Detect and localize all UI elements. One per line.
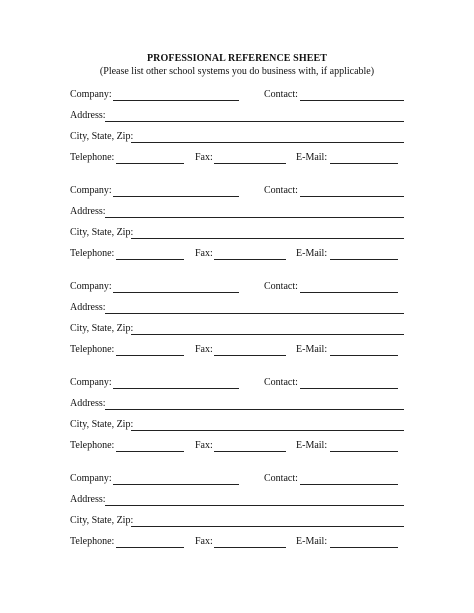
fax-label: Fax: (195, 536, 213, 547)
city-state-zip-field[interactable] (131, 334, 404, 335)
phone-fax-email-row (0, 440, 474, 454)
fax-label: Fax: (195, 152, 213, 163)
company-field[interactable] (113, 292, 239, 293)
company-contact-row (0, 89, 474, 103)
city-state-zip-label: City, State, Zip: (70, 227, 134, 238)
address-row (0, 206, 474, 220)
contact-field[interactable] (300, 196, 404, 197)
contact-field[interactable] (300, 484, 398, 485)
email-field[interactable] (330, 355, 398, 356)
page-subtitle: (Please list other school systems you do business with, if applicable) (99, 66, 375, 77)
telephone-label: Telephone: (70, 440, 115, 451)
company-field[interactable] (113, 388, 239, 389)
city-state-zip-row (0, 515, 474, 529)
telephone-label: Telephone: (70, 344, 115, 355)
fax-field[interactable] (214, 547, 286, 548)
city-state-zip-field[interactable] (131, 430, 404, 431)
contact-label: Contact: (264, 89, 298, 100)
contact-field[interactable] (300, 388, 398, 389)
city-state-zip-row (0, 131, 474, 145)
address-field[interactable] (105, 409, 404, 410)
city-state-zip-label: City, State, Zip: (70, 419, 134, 430)
email-label: E-Mail: (296, 248, 328, 259)
email-label: E-Mail: (296, 440, 328, 451)
fax-label: Fax: (195, 344, 213, 355)
address-field[interactable] (105, 505, 404, 506)
address-row (0, 302, 474, 316)
email-field[interactable] (330, 451, 398, 452)
address-label: Address: (70, 302, 106, 313)
page-title: PROFESSIONAL REFERENCE SHEET (146, 53, 328, 64)
contact-field[interactable] (300, 100, 404, 101)
city-state-zip-row (0, 323, 474, 337)
reference-block-1 (0, 89, 474, 171)
email-field[interactable] (330, 163, 398, 164)
reference-block-4 (0, 377, 474, 459)
fax-field[interactable] (214, 259, 286, 260)
email-label: E-Mail: (296, 536, 328, 547)
fax-field[interactable] (214, 451, 286, 452)
city-state-zip-label: City, State, Zip: (70, 131, 134, 142)
address-row (0, 110, 474, 124)
reference-block-3 (0, 281, 474, 363)
telephone-label: Telephone: (70, 536, 115, 547)
fax-field[interactable] (214, 163, 286, 164)
contact-field[interactable] (300, 292, 398, 293)
company-field[interactable] (113, 196, 239, 197)
phone-fax-email-row (0, 152, 474, 166)
phone-fax-email-row (0, 344, 474, 358)
city-state-zip-field[interactable] (131, 526, 404, 527)
company-field[interactable] (113, 100, 239, 101)
fax-label: Fax: (195, 440, 213, 451)
fax-field[interactable] (214, 355, 286, 356)
contact-label: Contact: (264, 185, 298, 196)
address-label: Address: (70, 494, 106, 505)
phone-fax-email-row (0, 536, 474, 550)
email-label: E-Mail: (296, 152, 328, 163)
company-label: Company: (70, 473, 112, 484)
reference-block-2 (0, 185, 474, 267)
telephone-field[interactable] (116, 355, 184, 356)
contact-label: Contact: (264, 281, 298, 292)
company-contact-row (0, 281, 474, 295)
company-label: Company: (70, 89, 112, 100)
telephone-label: Telephone: (70, 248, 115, 259)
address-row (0, 398, 474, 412)
fax-label: Fax: (195, 248, 213, 259)
email-label: E-Mail: (296, 344, 328, 355)
address-field[interactable] (105, 313, 404, 314)
city-state-zip-label: City, State, Zip: (70, 515, 134, 526)
company-field[interactable] (113, 484, 239, 485)
address-label: Address: (70, 110, 106, 121)
telephone-field[interactable] (116, 163, 184, 164)
company-label: Company: (70, 281, 112, 292)
city-state-zip-field[interactable] (131, 142, 404, 143)
company-contact-row (0, 377, 474, 391)
telephone-field[interactable] (116, 259, 184, 260)
telephone-field[interactable] (116, 547, 184, 548)
city-state-zip-row (0, 419, 474, 433)
company-contact-row (0, 185, 474, 199)
email-field[interactable] (330, 259, 398, 260)
company-label: Company: (70, 377, 112, 388)
address-label: Address: (70, 206, 106, 217)
address-row (0, 494, 474, 508)
city-state-zip-label: City, State, Zip: (70, 323, 134, 334)
address-field[interactable] (105, 217, 404, 218)
contact-label: Contact: (264, 473, 298, 484)
telephone-label: Telephone: (70, 152, 115, 163)
company-contact-row (0, 473, 474, 487)
contact-label: Contact: (264, 377, 298, 388)
company-label: Company: (70, 185, 112, 196)
phone-fax-email-row (0, 248, 474, 262)
city-state-zip-field[interactable] (131, 238, 404, 239)
reference-block-5 (0, 473, 474, 555)
address-label: Address: (70, 398, 106, 409)
city-state-zip-row (0, 227, 474, 241)
email-field[interactable] (330, 547, 398, 548)
address-field[interactable] (105, 121, 404, 122)
telephone-field[interactable] (116, 451, 184, 452)
